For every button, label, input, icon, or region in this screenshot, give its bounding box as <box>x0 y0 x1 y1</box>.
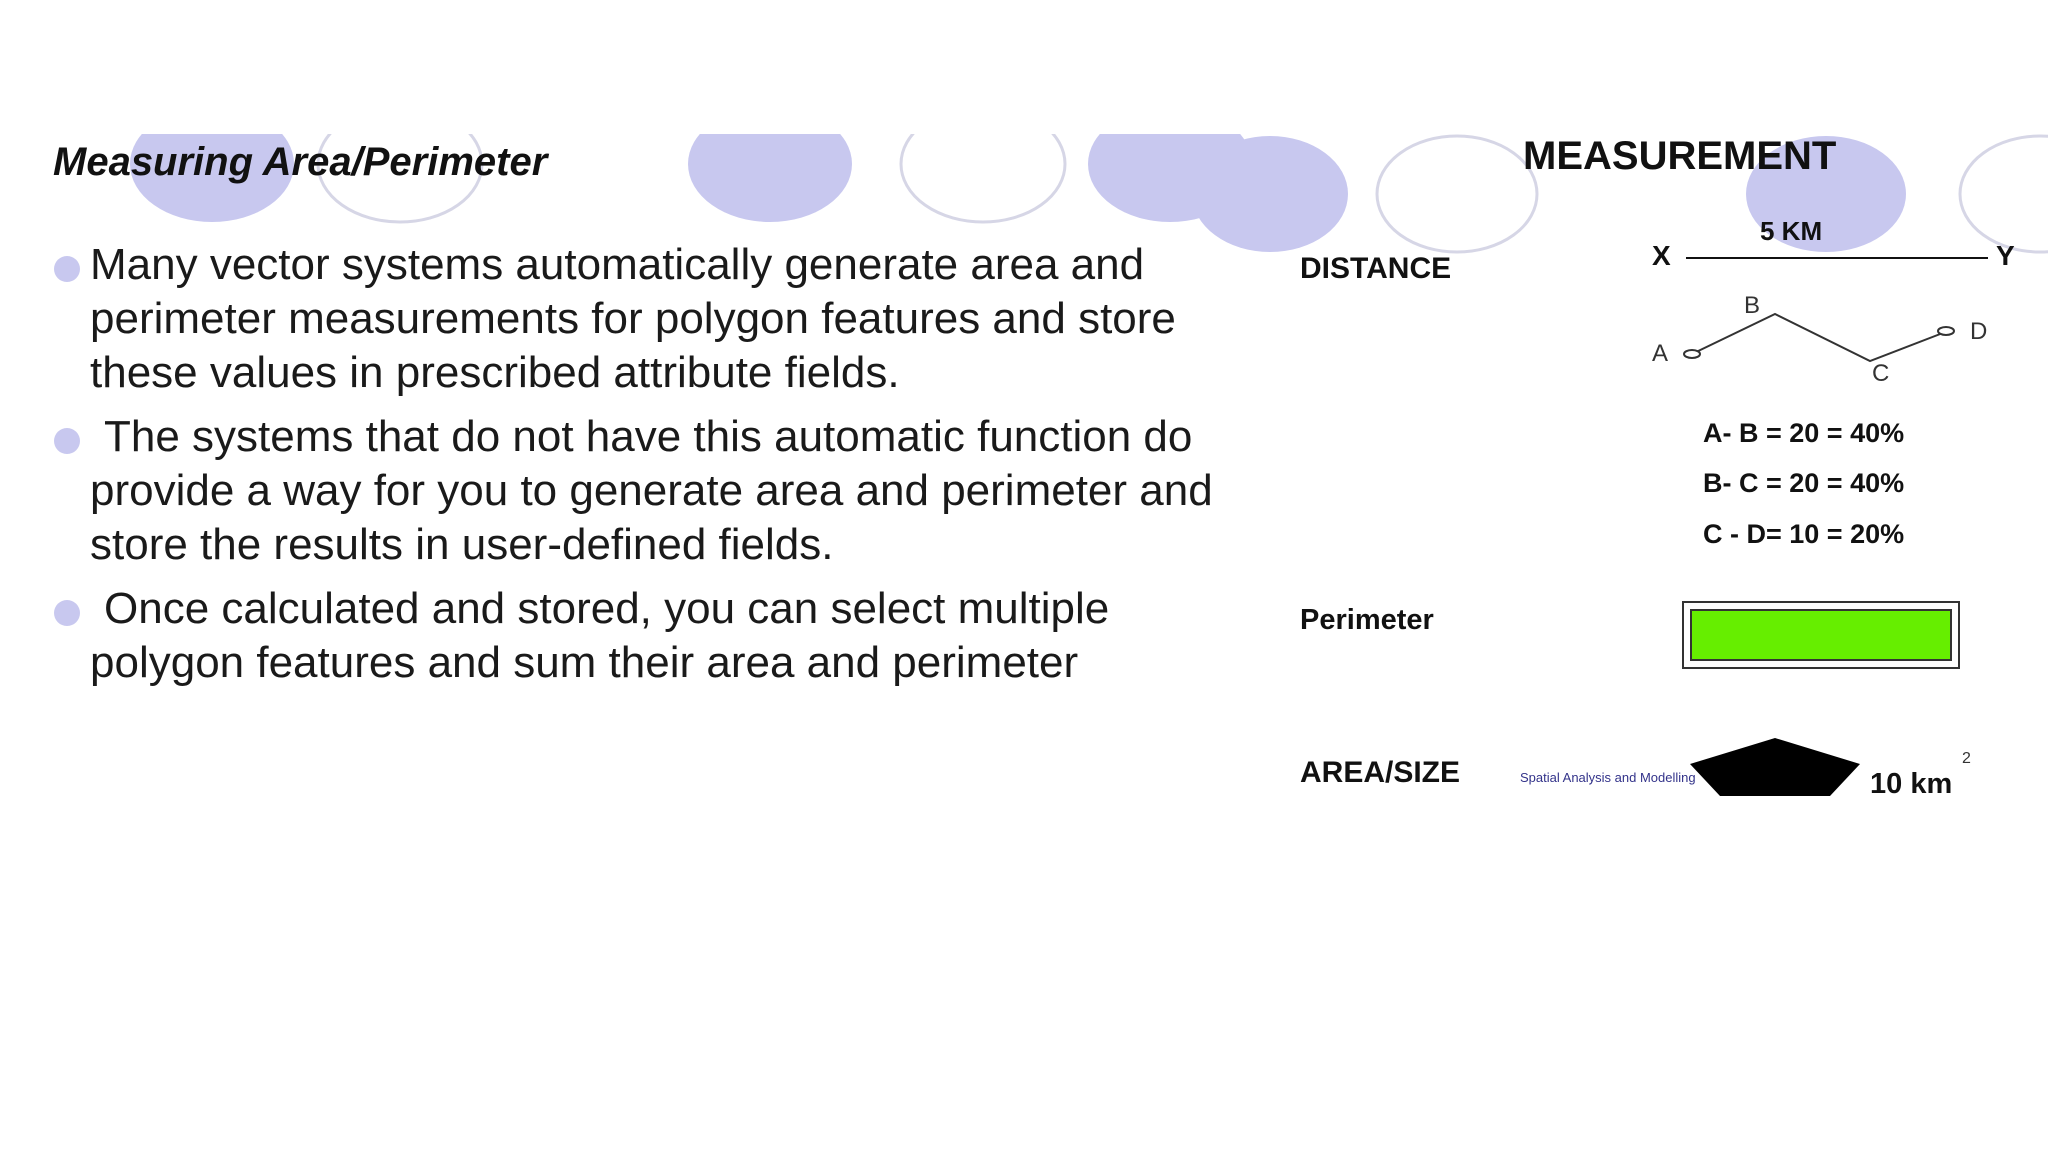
footer-text: Spatial Analysis and Modelling <box>1520 770 1696 785</box>
measurement-figure <box>1290 134 2048 796</box>
segment-bc: B- C = 20 = 40% <box>1703 468 1905 498</box>
area-value: 10 km <box>1870 768 1953 796</box>
bullet-item <box>54 238 1254 400</box>
bullet-dot-icon <box>54 256 80 282</box>
bullet-item <box>54 582 1254 690</box>
segment-ab: A- B = 20 = 40% <box>1703 418 1905 448</box>
point-a-marker <box>1684 350 1700 358</box>
area-polygon <box>1680 734 1880 796</box>
area-superscript: 2 <box>1962 750 1971 767</box>
endpoint-x: X <box>1652 240 1671 271</box>
figure-heading: MEASUREMENT <box>1523 134 1837 178</box>
bullet-dot-icon <box>54 428 80 454</box>
path-line <box>1692 314 1948 361</box>
point-label-b: B <box>1744 292 1761 319</box>
distance-value: 5 KM <box>1760 216 1823 246</box>
perimeter-rectangle <box>1682 601 1960 669</box>
bullet-text: Once calculated and stored, you can select multiple polygon features and sum their area and perimeter <box>90 584 1110 687</box>
bullet-dot-icon <box>54 600 80 626</box>
area-label: AREA/SIZE <box>1300 756 1461 789</box>
point-label-a: A <box>1652 340 1669 367</box>
slide <box>0 134 2048 796</box>
perimeter-label: Perimeter <box>1300 604 1434 636</box>
endpoint-y: Y <box>1996 240 2015 271</box>
bullet-list <box>54 238 1254 700</box>
distance-label: DISTANCE <box>1300 252 1452 285</box>
bullet-text: The systems that do not have this automatic function do provide a way for you to generate area and perimeter and store the results in user-defined fields. <box>90 412 1213 569</box>
bullet-item <box>54 410 1254 572</box>
slide-title: Measuring Area/Perimeter <box>53 140 548 184</box>
perimeter-fill <box>1690 609 1952 661</box>
bullet-text: Many vector systems automatically generate area and perimeter measurements for polygon features and store these values in prescribed attribute fields. <box>90 240 1176 397</box>
decor-circle-filled <box>688 134 852 222</box>
segment-cd: C - D= 10 = 20% <box>1703 519 1905 549</box>
decor-circle-outline <box>901 134 1065 222</box>
point-label-c: C <box>1872 360 1890 387</box>
point-label-d: D <box>1970 318 1988 345</box>
point-d-marker <box>1938 327 1954 335</box>
